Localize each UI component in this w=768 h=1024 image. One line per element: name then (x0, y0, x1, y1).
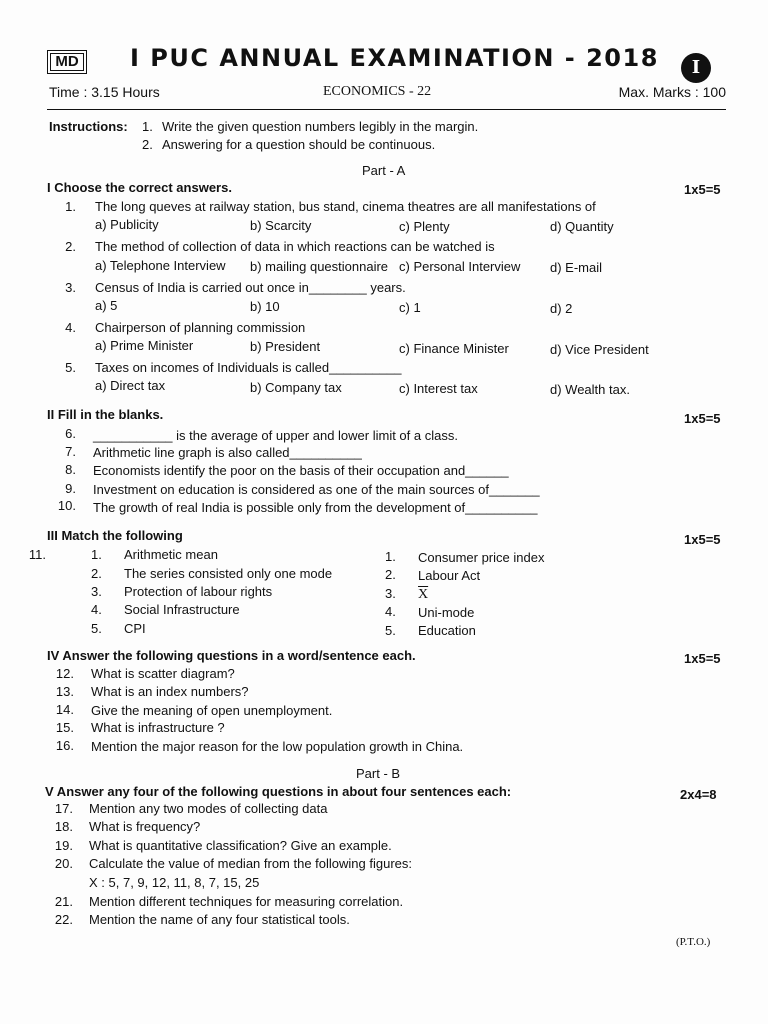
question-number: 9. (65, 481, 76, 496)
question-text: Mention any two modes of collecting data (89, 801, 328, 816)
question-number: 4. (65, 320, 76, 335)
option-b: b) 10 (250, 299, 280, 314)
instruction-num: 2. (142, 137, 153, 152)
option-a: a) 5 (95, 298, 118, 313)
question-text: The long queves at railway station, bus stand, cinema theatres are all manifestations of (95, 199, 596, 214)
option-b: b) Company tax (250, 380, 342, 395)
question-text: What is infrastructure ? (91, 720, 225, 735)
question-text: ___________ is the average of upper and lower limit of a class. (93, 428, 458, 443)
option-a: a) Direct tax (95, 378, 166, 393)
question-text: Taxes on incomes of Individuals is called__________ (95, 360, 402, 375)
match-right-num: 4. (385, 604, 396, 619)
question-text: What is scatter diagram? (91, 666, 235, 681)
option-d: d) Quantity (550, 219, 614, 234)
question-number: 18. (54, 819, 73, 834)
question-text: Economists identify the poor on the basis of their occupation and______ (93, 463, 509, 478)
question-number: 10. (57, 498, 76, 513)
set-badge: I (681, 53, 711, 83)
question-number: 20. (54, 856, 73, 871)
match-right-num: 3. (385, 586, 396, 601)
question-number: 16. (55, 738, 74, 753)
question-number: 2. (65, 239, 76, 254)
section-3-title: III Match the following (47, 528, 183, 543)
question-number: 15. (55, 720, 74, 735)
section-2-marks: 1x5=5 (684, 411, 721, 426)
question-text: Mention the major reason for the low population growth in China. (91, 739, 464, 754)
match-left-num: 2. (91, 566, 102, 581)
section-2-title: II Fill in the blanks. (47, 407, 164, 422)
question-number: 3. (65, 280, 76, 295)
match-left-num: 5. (91, 621, 102, 636)
median-data-values: X : 5, 7, 9, 12, 11, 8, 7, 15, 25 (89, 875, 260, 890)
question-number: 19. (54, 838, 73, 853)
match-right-num: 1. (385, 549, 396, 564)
exam-time: Time : 3.15 Hours (49, 84, 160, 100)
match-right-item: Uni-mode (418, 605, 475, 620)
question-number: 8. (65, 462, 76, 477)
match-right-item: Education (418, 623, 476, 638)
question-text: What is frequency? (89, 819, 201, 834)
match-right-num: 5. (385, 623, 396, 638)
question-number: 5. (65, 360, 76, 375)
option-c: c) Plenty (399, 219, 450, 234)
question-number: 6. (65, 426, 76, 441)
section-1-title: I Choose the correct answers. (47, 180, 232, 195)
section-3-marks: 1x5=5 (684, 532, 721, 547)
question-number: 1. (65, 199, 76, 214)
question-text: Arithmetic line graph is also called__________ (93, 445, 362, 460)
option-a: a) Publicity (95, 217, 159, 232)
match-right-num: 2. (385, 567, 396, 582)
option-c: c) Interest tax (399, 381, 478, 396)
option-d: d) Wealth tax. (550, 382, 630, 397)
match-left-item: Protection of labour rights (124, 584, 273, 599)
question-text: What is an index numbers? (91, 684, 249, 699)
match-left-item: Arithmetic mean (124, 547, 218, 562)
question-text: Census of India is carried out once in________ years. (95, 280, 406, 295)
section-5-title: V Answer any four of the following questions in about four sentences each: (45, 784, 512, 799)
option-d: d) Vice President (550, 342, 649, 357)
match-left-num: 4. (91, 602, 102, 617)
question-number: 7. (65, 444, 76, 459)
header-divider (47, 109, 726, 110)
instruction-text: Answering for a question should be continuous. (162, 137, 436, 152)
option-b: b) mailing questionnaire (250, 259, 389, 274)
match-left-num: 1. (91, 547, 102, 562)
question-number: 14. (55, 702, 74, 717)
match-right-item: Labour Act (418, 568, 481, 583)
section-4-marks: 1x5=5 (684, 651, 721, 666)
option-c: c) 1 (399, 300, 421, 315)
question-text: What is quantitative classification? Give an example. (89, 838, 392, 853)
match-left-item: The series consisted only one mode (124, 566, 333, 581)
paper-code-box: MD (47, 50, 87, 74)
option-d: d) 2 (550, 301, 573, 316)
instruction-text: Write the given question numbers legibly in the margin. (162, 119, 479, 134)
section-1-marks: 1x5=5 (684, 182, 721, 197)
question-number: 13. (55, 684, 74, 699)
option-b: b) President (250, 339, 321, 354)
part-a-heading: Part - A (362, 163, 406, 178)
question-text: Mention different techniques for measuring correlation. (89, 894, 404, 909)
question-number: 11. (28, 547, 46, 562)
question-number: 12. (55, 666, 74, 681)
question-text: The growth of real India is possible only from the development of__________ (93, 500, 538, 515)
part-b-heading: Part - B (356, 766, 401, 781)
question-number: 22. (54, 912, 73, 927)
match-right-item: Consumer price index (418, 550, 545, 565)
option-d: d) E-mail (550, 260, 603, 275)
option-b: b) Scarcity (250, 218, 312, 233)
question-text: Calculate the value of median from the following figures: (89, 856, 413, 871)
option-c: c) Personal Interview (399, 259, 521, 274)
question-text: Mention the name of any four statistical tools. (89, 912, 350, 927)
instructions-label: Instructions: (49, 119, 128, 134)
page-turn-note: (P.T.O.) (676, 936, 711, 948)
exam-title: I PUC ANNUAL EXAMINATION - 2018 (130, 44, 659, 72)
max-marks: Max. Marks : 100 (618, 84, 726, 100)
section-5-marks: 2x4=8 (680, 787, 717, 802)
option-c: c) Finance Minister (399, 341, 509, 356)
question-text: The method of collection of data in which reactions can be watched is (95, 239, 495, 254)
instruction-num: 1. (142, 119, 153, 134)
option-a: a) Telephone Interview (95, 258, 226, 273)
question-number: 17. (54, 801, 73, 816)
question-text: Give the meaning of open unemployment. (91, 703, 333, 718)
match-left-item: CPI (124, 621, 146, 636)
question-text: Chairperson of planning commission (95, 320, 306, 335)
option-a: a) Prime Minister (95, 338, 194, 353)
section-4-title: IV Answer the following questions in a word/sentence each. (47, 648, 416, 663)
match-right-item-mean-symbol: $\overline{X}$ (418, 587, 429, 602)
question-number: 21. (54, 894, 73, 909)
question-text: Investment on education is considered as one of the main sources of_______ (93, 482, 540, 497)
match-left-item: Social Infrastructure (124, 602, 240, 617)
subject-title: ECONOMICS - 22 (323, 84, 432, 99)
match-left-num: 3. (91, 584, 102, 599)
